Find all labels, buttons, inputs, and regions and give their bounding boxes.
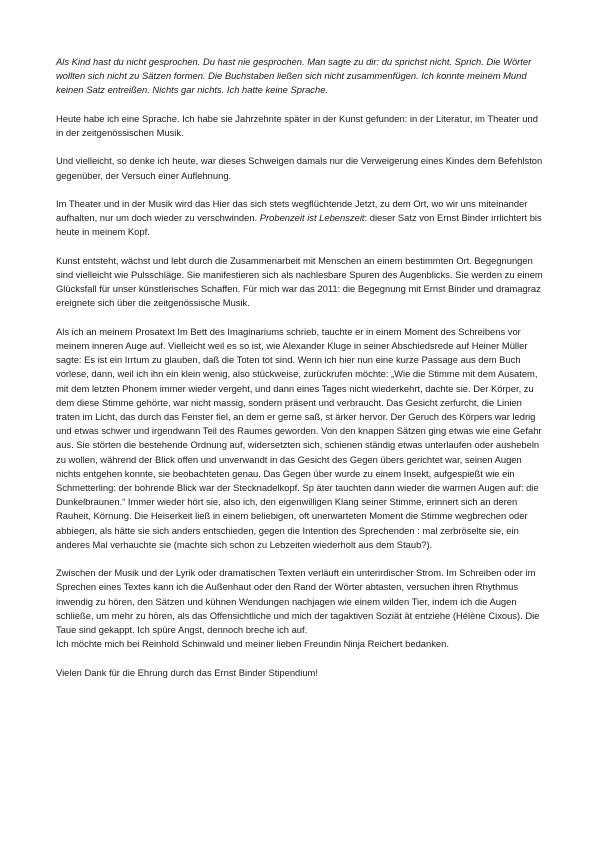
paragraph-theater-end: : dieser Satz von Ernst Binder irrlichtert bis heute in meinem Kopf. [56,212,542,238]
paragraph-closing: Vielen Dank für die Ehrung durch das Ernst Binder Stipendium! [56,666,318,678]
paragraph-language: Heute habe ich eine Sprache. Ich habe sie Jahrzehnte später in der Kunst gefunden: in der Literatur, im Theater und in der zeitgenössischen Musik. [56,112,538,138]
paragraph-silence: Und vielleicht, so denke ich heute, war dieses Schweigen damals nur die Verweigerung eines Kindes dem Befehlston gegenüber, der Versuch einer Auflehnung. [56,155,543,181]
paragraph-theater-start: Im Theater und in der Musik wird das Hier das sich stets wegflüchtende Jetzt, zu dem Ort, wo wir uns miteinander aufhalten, nur um doch wieder zu verschwinden. [56,197,528,224]
paragraph-prose-excerpt: Als ich an meinem Prosatext Im Bett des Imaginariums schrieb, tauchte er in einem Moment des Schreibens vor meinem inneren Auge auf. Vielleicht weil es so ist, wie Alexander Kluge in seiner Abschiedsrede auf Heiner Müller sagte: Es ist ein Irrtum zu glauben, daß die Toten tot sind. Wenn ich hier nun eine kurze Passage aus dem Buch vorlese, dann, weil ich ihn ein klein wenig, also stückweise, zurückrufen möchte: „Wie die Stimme mit dem Ausatem, mit dem letzten Phonem immer wieder vergeht, und dann eines Tages nicht wiederkehrt, dachte sie. Der Körper, zu dem diese Stimme gehörte, war nicht massig, sondern präsent und verbraucht. Das Gesicht zerfurcht, die Linien traten im Licht, das durch das Fenster fiel, an dem er gerne saß, st ärker hervor. Der Geruch des Körpers war ledrig und etwas schwer und irgendwann Teil des Raumes geworden. Von den knappen Sätzen ging etwas wie eine Gefahr aus. Sie störten die bestehende Ordnung auf, widersetzten sich, schienen ständig etwas unterlaufen oder aushebeln zu wollen, während der Blick offen und unverwandt in das Gesicht des Gegen übers gerichtet war, seinen Augen nichts entgehen konnte, sie beobachteten genau. Das Gegen über wurde zu einem Insekt, aufgespießt wie ein Schmetterling: der bohrende Blick war der Stecknadelkopf. Sp äter tauchten dann wieder die warmen Augen auf: die Dunkelbraunen.“ Immer wieder hört sie, also ich, den eigenwilligen Klang seiner Stimme, erinnert sich an deren Rauheit, Körnung. Die Heiserkeit ließ in einem beliebigen, oft unerwarteten Moment die Stimme wegbrechen oder abbiegen, als hätte sie sich anders entschieden, gegen die Intention des Sprechenden : mal zerbröselte sie, ein anderes Mal verhauchte sie (machte sich schon zu Lebzeiten wiederholt aus dem Staub?). [56,325,542,550]
paragraph-art: Kunst entsteht, wächst und lebt durch die Zusammenarbeit mit Menschen an einem bestimmten Ort. Begegnungen sind vielleicht wie Pulsschläge. Sie manifestieren sich als nachlesbare Spuren des Augenblicks. Sie werden zu einem Glücksfall für unser künstlerisches Schaffen. Für mich war das 2011: die Begegnung mit Ernst Binder und dramagraz ereignete sich über die zeitgenössische Musik. [56,254,543,309]
document-page [56,55,546,694]
paragraph-thanks: Ich möchte mich bei Reinhold Schinwald und meiner lieben Freundin Ninja Reichert bedanken. [56,638,449,650]
paragraph-theater [56,197,546,240]
intro-paragraph: Als Kind hast du nicht gesprochen. Du hast nie gesprochen. Man sagte zu dir: du sprichst nicht. Sprich. Die Wörter wollten sich nicht zu Sätzen formen. Die Buchstaben ließen sich nicht zusammenfügen. Ich konnte meinem Mund keinen Satz entreißen. Nichts gar nichts. Ich hatte keine Sprache. [56,56,532,96]
paragraph-music-lyric: Zwischen der Musik und der Lyrik oder dramatischen Texten verläuft ein unterirdischer Strom. Im Schreiben oder im Sprechen eines Textes kann ich die Außenhaut oder den Rand der Wörter abtasten, versuchen ihren Rhythmus inwendig zu hören, den Sätzen und kühnen Wendungen nachjagen wie einem wilden Tier, indem ich die Augen schließe, um mehr zu hören, als das Offensichtliche und mich der tagaktiven Soziät ät entziehe (Hélène Cixous). Die Taue sind gekappt. Ich spüre Angst, dennoch breche ich auf. [56,567,540,636]
quote-probenzeit: Probenzeit ist Lebenszeit [259,212,365,224]
